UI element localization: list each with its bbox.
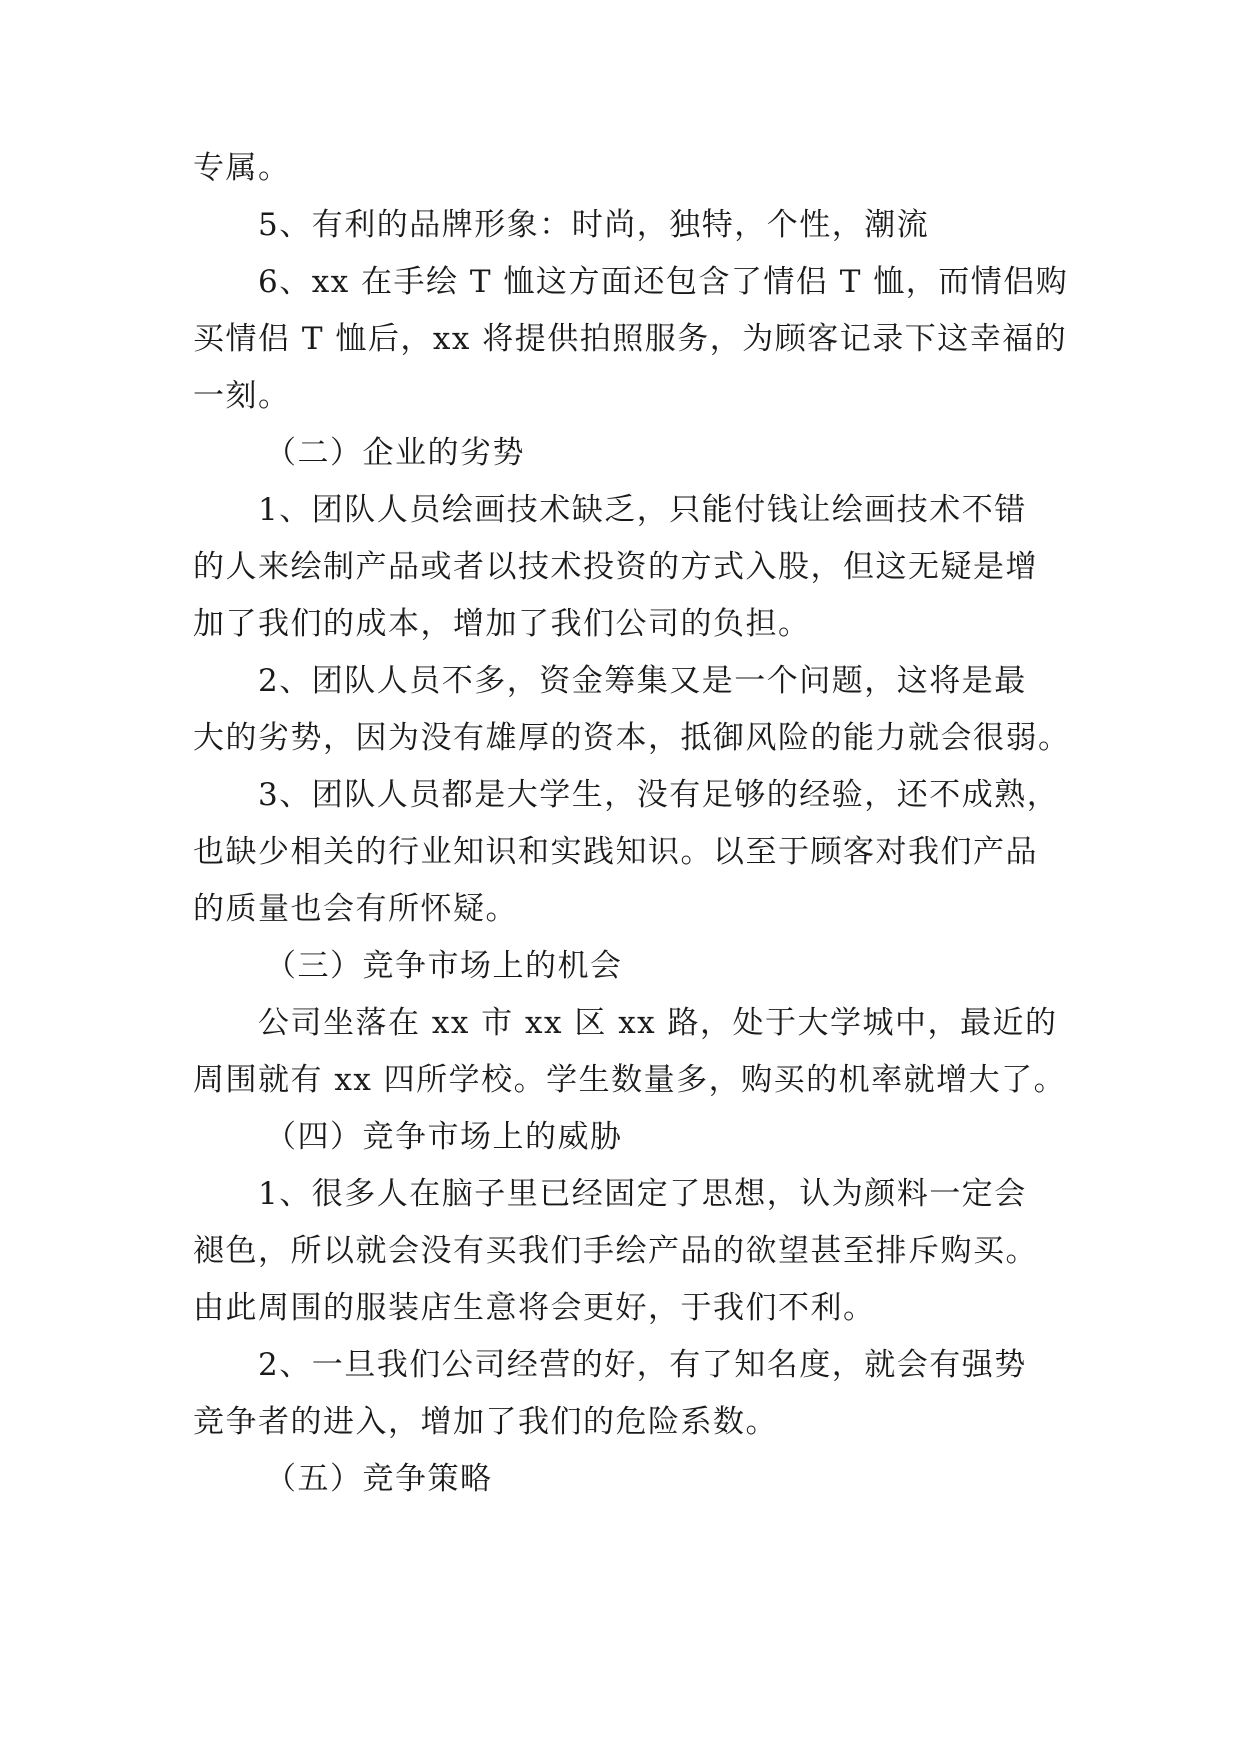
paragraph-line: 1、很多人在脑子里已经固定了思想，认为颜料一定会 bbox=[258, 1176, 1027, 1212]
paragraph-line: 也缺少相关的行业知识和实践知识。以至于顾客对我们产品 bbox=[193, 834, 1038, 870]
paragraph-line: 褪色，所以就会没有买我们手绘产品的欲望甚至排斥购买。 bbox=[193, 1233, 1038, 1269]
paragraph-line: 3、团队人员都是大学生，没有足够的经验，还不成熟， bbox=[258, 777, 1060, 813]
paragraph-line: 2、团队人员不多，资金筹集又是一个问题，这将是最 bbox=[258, 663, 1027, 699]
paragraph-line: 的质量也会有所怀疑。 bbox=[193, 891, 518, 927]
section-heading: （五）竞争策略 bbox=[265, 1461, 493, 1497]
paragraph-line: 竞争者的进入，增加了我们的危险系数。 bbox=[193, 1404, 778, 1440]
paragraph-line: 专属。 bbox=[193, 150, 291, 186]
paragraph-line: 的人来绘制产品或者以技术投资的方式入股，但这无疑是增 bbox=[193, 549, 1038, 585]
paragraph-line: 5、有利的品牌形象：时尚，独特，个性，潮流 bbox=[258, 207, 930, 243]
paragraph-line: 2、一旦我们公司经营的好，有了知名度，就会有强势 bbox=[258, 1347, 1027, 1383]
section-heading: （二）企业的劣势 bbox=[265, 435, 525, 471]
paragraph-line: 买情侣 T 恤后，xx 将提供拍照服务，为顾客记录下这幸福的 bbox=[193, 321, 1068, 357]
paragraph-line: 大的劣势，因为没有雄厚的资本，抵御风险的能力就会很弱。 bbox=[193, 720, 1071, 756]
paragraph-line: 6、xx 在手绘 T 恤这方面还包含了情侣 T 恤，而情侣购 bbox=[258, 264, 1069, 300]
section-heading: （四）竞争市场上的威胁 bbox=[265, 1119, 623, 1155]
paragraph-line: 周围就有 xx 四所学校。学生数量多，购买的机率就增大了。 bbox=[193, 1062, 1067, 1098]
paragraph-line: 一刻。 bbox=[193, 378, 291, 414]
paragraph-line: 公司坐落在 xx 市 xx 区 xx 路，处于大学城中，最近的 bbox=[258, 1005, 1058, 1041]
paragraph-line: 加了我们的成本，增加了我们公司的负担。 bbox=[193, 606, 811, 642]
paragraph-line: 由此周围的服装店生意将会更好，于我们不利。 bbox=[193, 1290, 876, 1326]
section-heading: （三）竞争市场上的机会 bbox=[265, 948, 623, 984]
paragraph-line: 1、团队人员绘画技术缺乏，只能付钱让绘画技术不错 bbox=[258, 492, 1027, 528]
